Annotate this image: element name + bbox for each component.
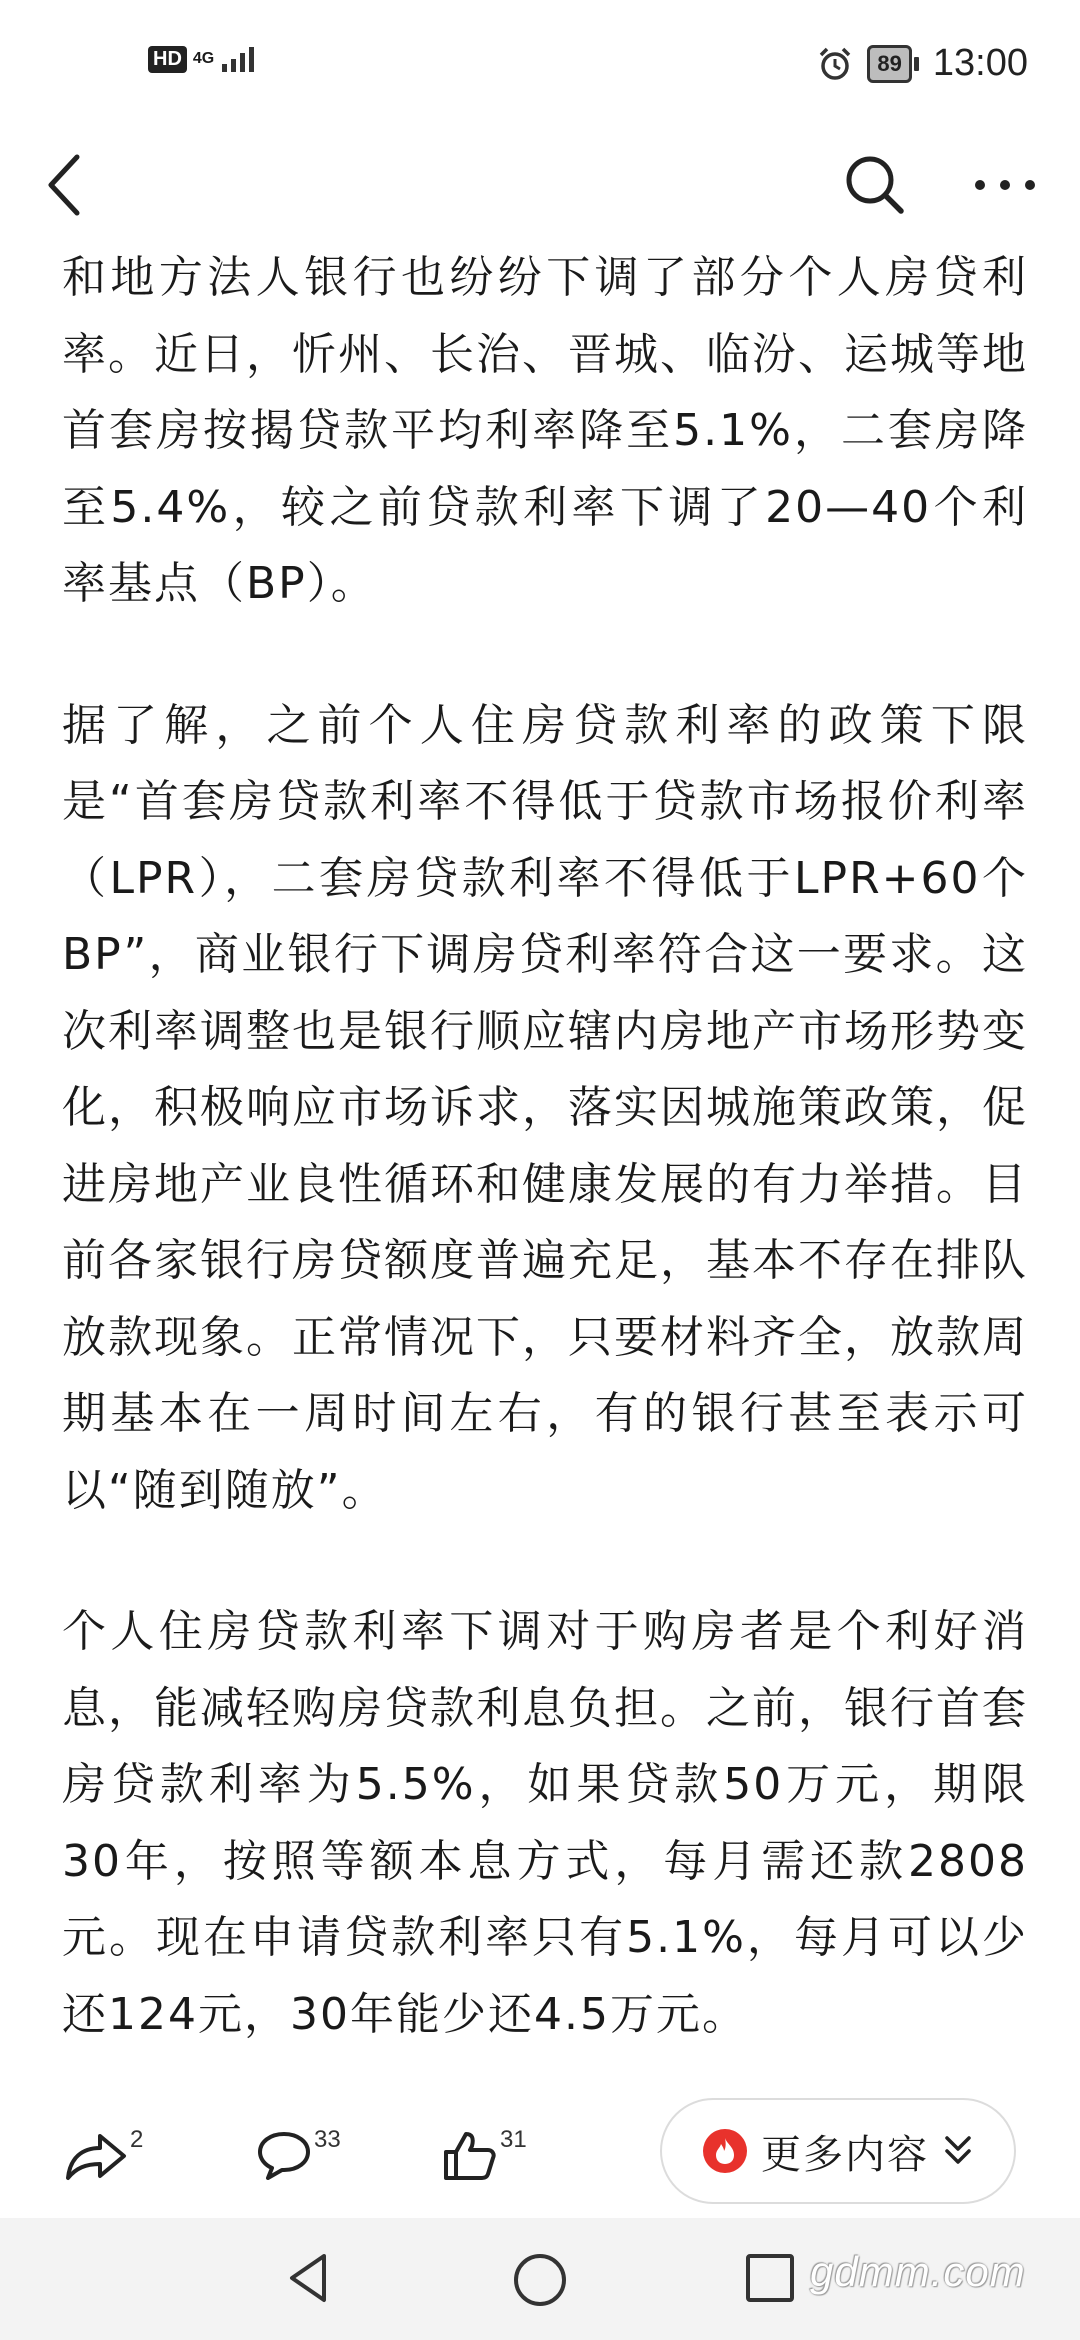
more-icon: [972, 177, 1038, 193]
network-type: 4G: [192, 50, 215, 67]
search-button[interactable]: [832, 142, 918, 228]
hd-badge: HD: [148, 46, 187, 73]
double-chevron-down-icon: [943, 2134, 973, 2168]
top-navbar: [0, 130, 1080, 240]
alarm-icon: [817, 46, 853, 82]
search-icon: [843, 153, 907, 217]
article-paragraph: 据了解，之前个人住房贷款利率的政策下限是“首套房贷款利率不得低于贷款市场报价利率（LPR），二套房贷款利率不得低于LPR+60个BP”，商业银行下调房贷利率符合这一要求。这次利率调整也是银行顺应辖内房地产市场形势变化，积极响应市场诉求，落实因城施策政策，促进房地产业良性循环和健康发展的有力举措。目前各家银行房贷额度普遍充足，基本不存在排队放款现象。正常情况下，只要材料齐全，放款周期基本在一周时间左右，有的银行甚至表示可以“随到随放”。: [62, 699, 1028, 1516]
watermark: gdmm.com: [810, 2248, 1026, 2295]
like-button[interactable]: [442, 2128, 527, 2182]
system-home-icon[interactable]: [508, 2248, 572, 2312]
more-content-label: 更多内容: [761, 2131, 929, 2178]
thumbs-up-icon: [442, 2128, 498, 2182]
comment-count: 33: [314, 2126, 341, 2153]
more-button[interactable]: [960, 142, 1050, 228]
share-button[interactable]: [62, 2128, 143, 2184]
comment-button[interactable]: [256, 2128, 341, 2182]
like-count: 31: [500, 2126, 527, 2153]
back-icon: [45, 153, 85, 217]
share-icon: [62, 2128, 128, 2184]
status-right: [817, 42, 1028, 85]
action-bar: [0, 2080, 1080, 2230]
system-back-icon[interactable]: [280, 2248, 340, 2308]
signal-icon: [220, 44, 260, 74]
system-recents-icon[interactable]: [742, 2250, 798, 2306]
battery-icon: [867, 45, 918, 83]
article-paragraph: 和地方法人银行也纷纷下调了部分个人房贷利率。近日，忻州、长治、晋城、临汾、运城等地首套房按揭贷款平均利率降至5.1%，二套房降至5.4%，较之前贷款利率下调了20—40个利率基点（BP）。: [62, 252, 1028, 609]
share-count: 2: [130, 2126, 144, 2153]
status-left: [148, 44, 260, 74]
more-content-button[interactable]: [660, 2098, 1016, 2204]
system-nav-bar: [0, 2218, 1080, 2340]
clock: 13:00: [932, 42, 1028, 84]
battery-level: 89: [867, 45, 911, 83]
back-button[interactable]: [30, 140, 100, 230]
article-body: [62, 240, 1028, 2053]
article-paragraph: 个人住房贷款利率下调对于购房者是个利好消息，能减轻购房贷款利息负担。之前，银行首套房贷款利率为5.5%，如果贷款50万元，期限30年，按照等额本息方式，每月需还款2808元。现在申请贷款利率只有5.1%，每月可以少还124元，30年能少还4.5万元。: [62, 1606, 1028, 2040]
status-bar: [0, 0, 1080, 130]
fire-icon: [703, 2129, 747, 2173]
comment-icon: [256, 2128, 312, 2182]
